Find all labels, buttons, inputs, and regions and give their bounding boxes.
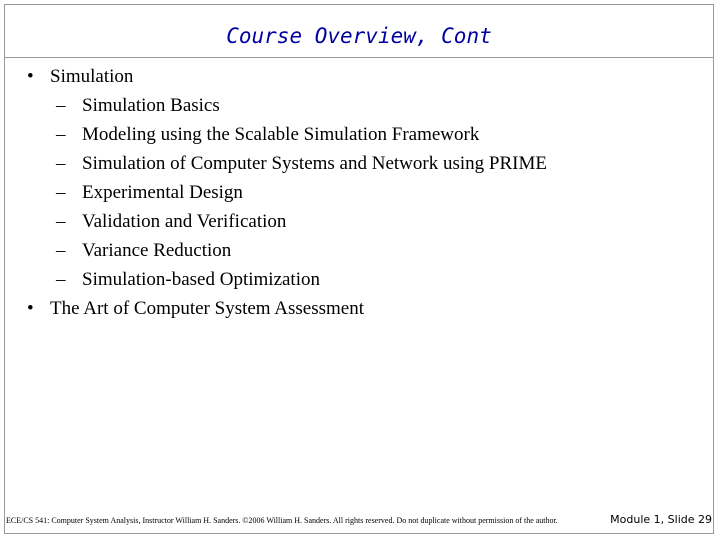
sub-bullet-text: Modeling using the Scalable Simulation Framework <box>82 124 480 145</box>
dash-marker: – <box>56 211 66 232</box>
sub-bullet-item <box>26 151 547 180</box>
sub-bullet-text: Validation and Verification <box>82 211 287 232</box>
bullet-item <box>26 296 547 325</box>
footer-copyright: ECE/CS 541: Computer System Analysis, Instructor William H. Sanders. ©2006 William H. Sanders. All rights reserved. Do not duplicate without permission of the author. <box>6 516 558 525</box>
sub-bullet-item <box>26 180 547 209</box>
bullet-list <box>26 64 547 325</box>
dash-marker: – <box>56 95 66 116</box>
sub-bullet-text: Simulation Basics <box>82 95 220 116</box>
sub-bullet-item <box>26 122 547 151</box>
footer-slide-number: Module 1, Slide 29 <box>610 513 712 526</box>
bullet-item <box>26 64 547 93</box>
sub-bullet-item <box>26 267 547 296</box>
bullet-text: Simulation <box>50 66 134 87</box>
sub-bullet-item <box>26 209 547 238</box>
dash-marker: – <box>56 240 66 261</box>
dash-marker: – <box>56 182 66 203</box>
sub-bullet-item <box>26 238 547 267</box>
sub-bullet-item <box>26 93 547 122</box>
dash-marker: – <box>56 124 66 145</box>
bullet-text: The Art of Computer System Assessment <box>50 298 365 319</box>
sub-bullet-text: Experimental Design <box>82 182 243 203</box>
title-box <box>4 4 714 58</box>
dash-marker: – <box>56 153 66 174</box>
dash-marker: – <box>56 269 66 290</box>
bullet-marker: • <box>27 298 34 319</box>
sub-bullet-text: Simulation of Computer Systems and Network using PRIME <box>82 153 547 174</box>
sub-bullet-text: Simulation-based Optimization <box>82 269 320 290</box>
bullet-marker: • <box>27 66 34 87</box>
sub-bullet-text: Variance Reduction <box>82 240 232 261</box>
slide-title: Course Overview, Cont <box>226 24 492 48</box>
